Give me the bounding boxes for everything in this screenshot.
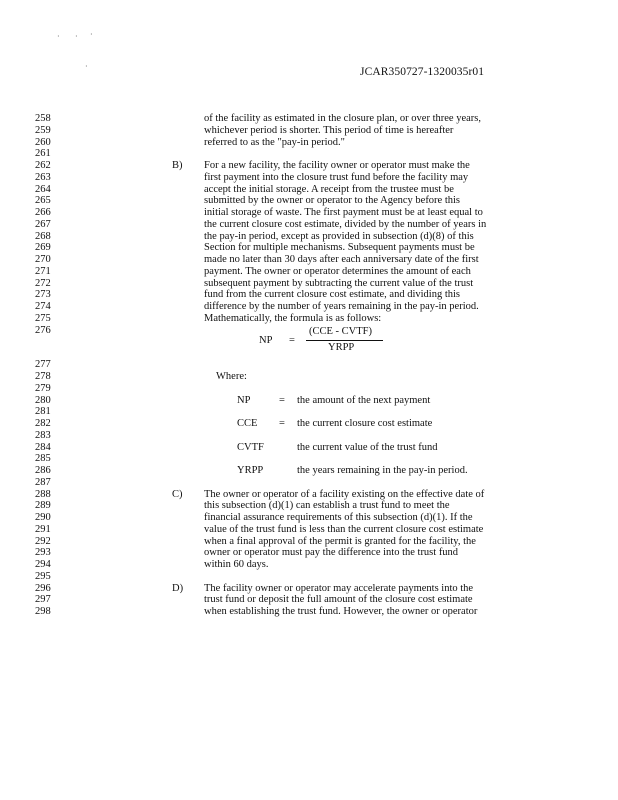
line-number: 296 — [35, 582, 51, 594]
line-number: 261 — [35, 148, 51, 160]
definition-term: YRPP — [237, 465, 264, 476]
paragraph-line: Section for multiple mechanisms. Subsequent payments must be — [204, 242, 475, 254]
paragraph-line: owner or operator must pay the difference into the trust fund — [204, 547, 459, 559]
line-number: 280 — [35, 394, 51, 406]
paragraph-line: submitted by the owner or operator to the Agency before this — [204, 195, 461, 207]
paragraph-line: The facility owner or operator may accelerate payments into the — [204, 582, 474, 594]
line-number: 279 — [35, 382, 51, 394]
paragraph-line: financial assurance requirements of this subsection (d)(1). If the — [204, 512, 473, 523]
line-number: 263 — [35, 171, 51, 183]
paragraph-line: The owner or operator of a facility existing on the effective date of — [204, 488, 485, 500]
formula-lhs: NP — [259, 334, 273, 346]
line-number: 288 — [35, 488, 51, 500]
line-number: 259 — [35, 124, 51, 136]
line-number: 270 — [35, 254, 51, 265]
paragraph-label: C) — [172, 488, 183, 500]
paragraph-line: Mathematically, the formula is as follows: — [204, 312, 382, 324]
line-number: 272 — [35, 277, 51, 289]
line-number: 276 — [35, 324, 51, 336]
line-number: 290 — [35, 512, 51, 523]
definition-equals: = — [279, 394, 285, 406]
line-number: 278 — [35, 371, 51, 382]
line-number: 264 — [35, 183, 51, 195]
line-number: 271 — [35, 265, 51, 277]
paragraph-line: when establishing the trust fund. However, the owner or operator — [204, 606, 478, 617]
paragraph-line: when a final approval of the permit is granted for the facility, the — [204, 535, 476, 547]
paragraph-line: payment. The owner or operator determines the amount of each — [204, 265, 471, 277]
paragraph-line: accept the initial storage. A receipt from the trustee must be — [204, 183, 454, 195]
paragraph-line: initial storage of waste. The first payment must be at least equal to — [204, 207, 483, 218]
line-number: 287 — [35, 476, 51, 488]
definition-text: the current value of the trust fund — [297, 441, 438, 453]
paragraph-line: the pay-in period, except as provided in subsection (d)(8) of this — [204, 230, 474, 242]
scan-speck: · — [75, 32, 78, 41]
line-number: 292 — [35, 535, 51, 547]
line-number: 286 — [35, 465, 51, 476]
line-number: 282 — [35, 418, 51, 429]
line-number: 273 — [35, 289, 51, 301]
line-number: 277 — [35, 359, 51, 371]
line-number: 284 — [35, 441, 51, 453]
paragraph-line: first payment into the closure trust fund before the facility may — [204, 171, 469, 183]
line-number: 260 — [35, 136, 51, 148]
line-number: 291 — [35, 523, 51, 535]
scan-speck: · — [90, 30, 93, 39]
line-number: 297 — [35, 594, 51, 606]
line-number: 267 — [35, 218, 51, 230]
line-number: 265 — [35, 195, 51, 207]
paragraph-line: the current closure cost estimate, divided by the number of years in — [204, 218, 487, 230]
paragraph-line: difference by the number of years remaining in the pay-in period. — [204, 301, 479, 312]
definition-term: NP — [237, 394, 251, 406]
paragraph-line: referred to as the "pay-in period." — [204, 136, 345, 148]
paragraph-line: trust fund or deposit the full amount of the closure cost estimate — [204, 594, 473, 606]
definition-equals: = — [279, 418, 285, 429]
line-number: 268 — [35, 230, 51, 242]
line-number: 293 — [35, 547, 51, 559]
paragraph-line: of the facility as estimated in the closure plan, or over three years, — [204, 113, 481, 124]
paragraph-line: whichever period is shorter. This period of time is hereafter — [204, 124, 454, 136]
line-number: 269 — [35, 242, 51, 254]
paragraph-line: this subsection (d)(1) can establish a trust fund to meet the — [204, 500, 450, 512]
definition-text: the years remaining in the pay-in period. — [297, 465, 468, 476]
where-label: Where: — [216, 371, 247, 382]
line-number: 298 — [35, 606, 51, 617]
line-number: 266 — [35, 207, 51, 218]
formula-numerator: (CCE - CVTF) — [309, 325, 372, 337]
paragraph-line: For a new facility, the facility owner or operator must make the — [204, 160, 470, 171]
line-number: 283 — [35, 429, 51, 441]
line-number: 289 — [35, 500, 51, 512]
line-number: 275 — [35, 312, 51, 324]
paragraph-line: made no later than 30 days after each anniversary date of the first — [204, 254, 479, 265]
paragraph-label: B) — [172, 160, 183, 171]
line-number: 262 — [35, 160, 51, 171]
line-number: 295 — [35, 570, 51, 582]
paragraph-line: subsequent payment by subtracting the current value of the trust — [204, 277, 474, 289]
paragraph-line: within 60 days. — [204, 559, 269, 570]
formula-equals: = — [289, 334, 295, 346]
paragraph-label: D) — [172, 582, 184, 594]
line-number: 281 — [35, 406, 51, 418]
line-number: 294 — [35, 559, 51, 570]
line-number: 285 — [35, 453, 51, 465]
definition-text: the amount of the next payment — [297, 394, 431, 406]
scan-speck: · — [85, 62, 88, 71]
definition-term: CVTF — [237, 441, 264, 453]
line-number: 274 — [35, 301, 51, 312]
definition-text: the current closure cost estimate — [297, 418, 433, 429]
document-header-id: JCAR350727-1320035r01 — [360, 66, 485, 78]
definition-term: CCE — [237, 418, 258, 429]
line-number: 258 — [35, 113, 51, 124]
fraction-bar — [306, 340, 383, 341]
scan-speck: · — [57, 32, 60, 41]
formula-denominator: YRPP — [328, 341, 355, 353]
paragraph-line: fund from the current closure cost estimate, and dividing this — [204, 289, 461, 301]
paragraph-line: value of the trust fund is less than the current closure cost estimate — [204, 523, 484, 535]
